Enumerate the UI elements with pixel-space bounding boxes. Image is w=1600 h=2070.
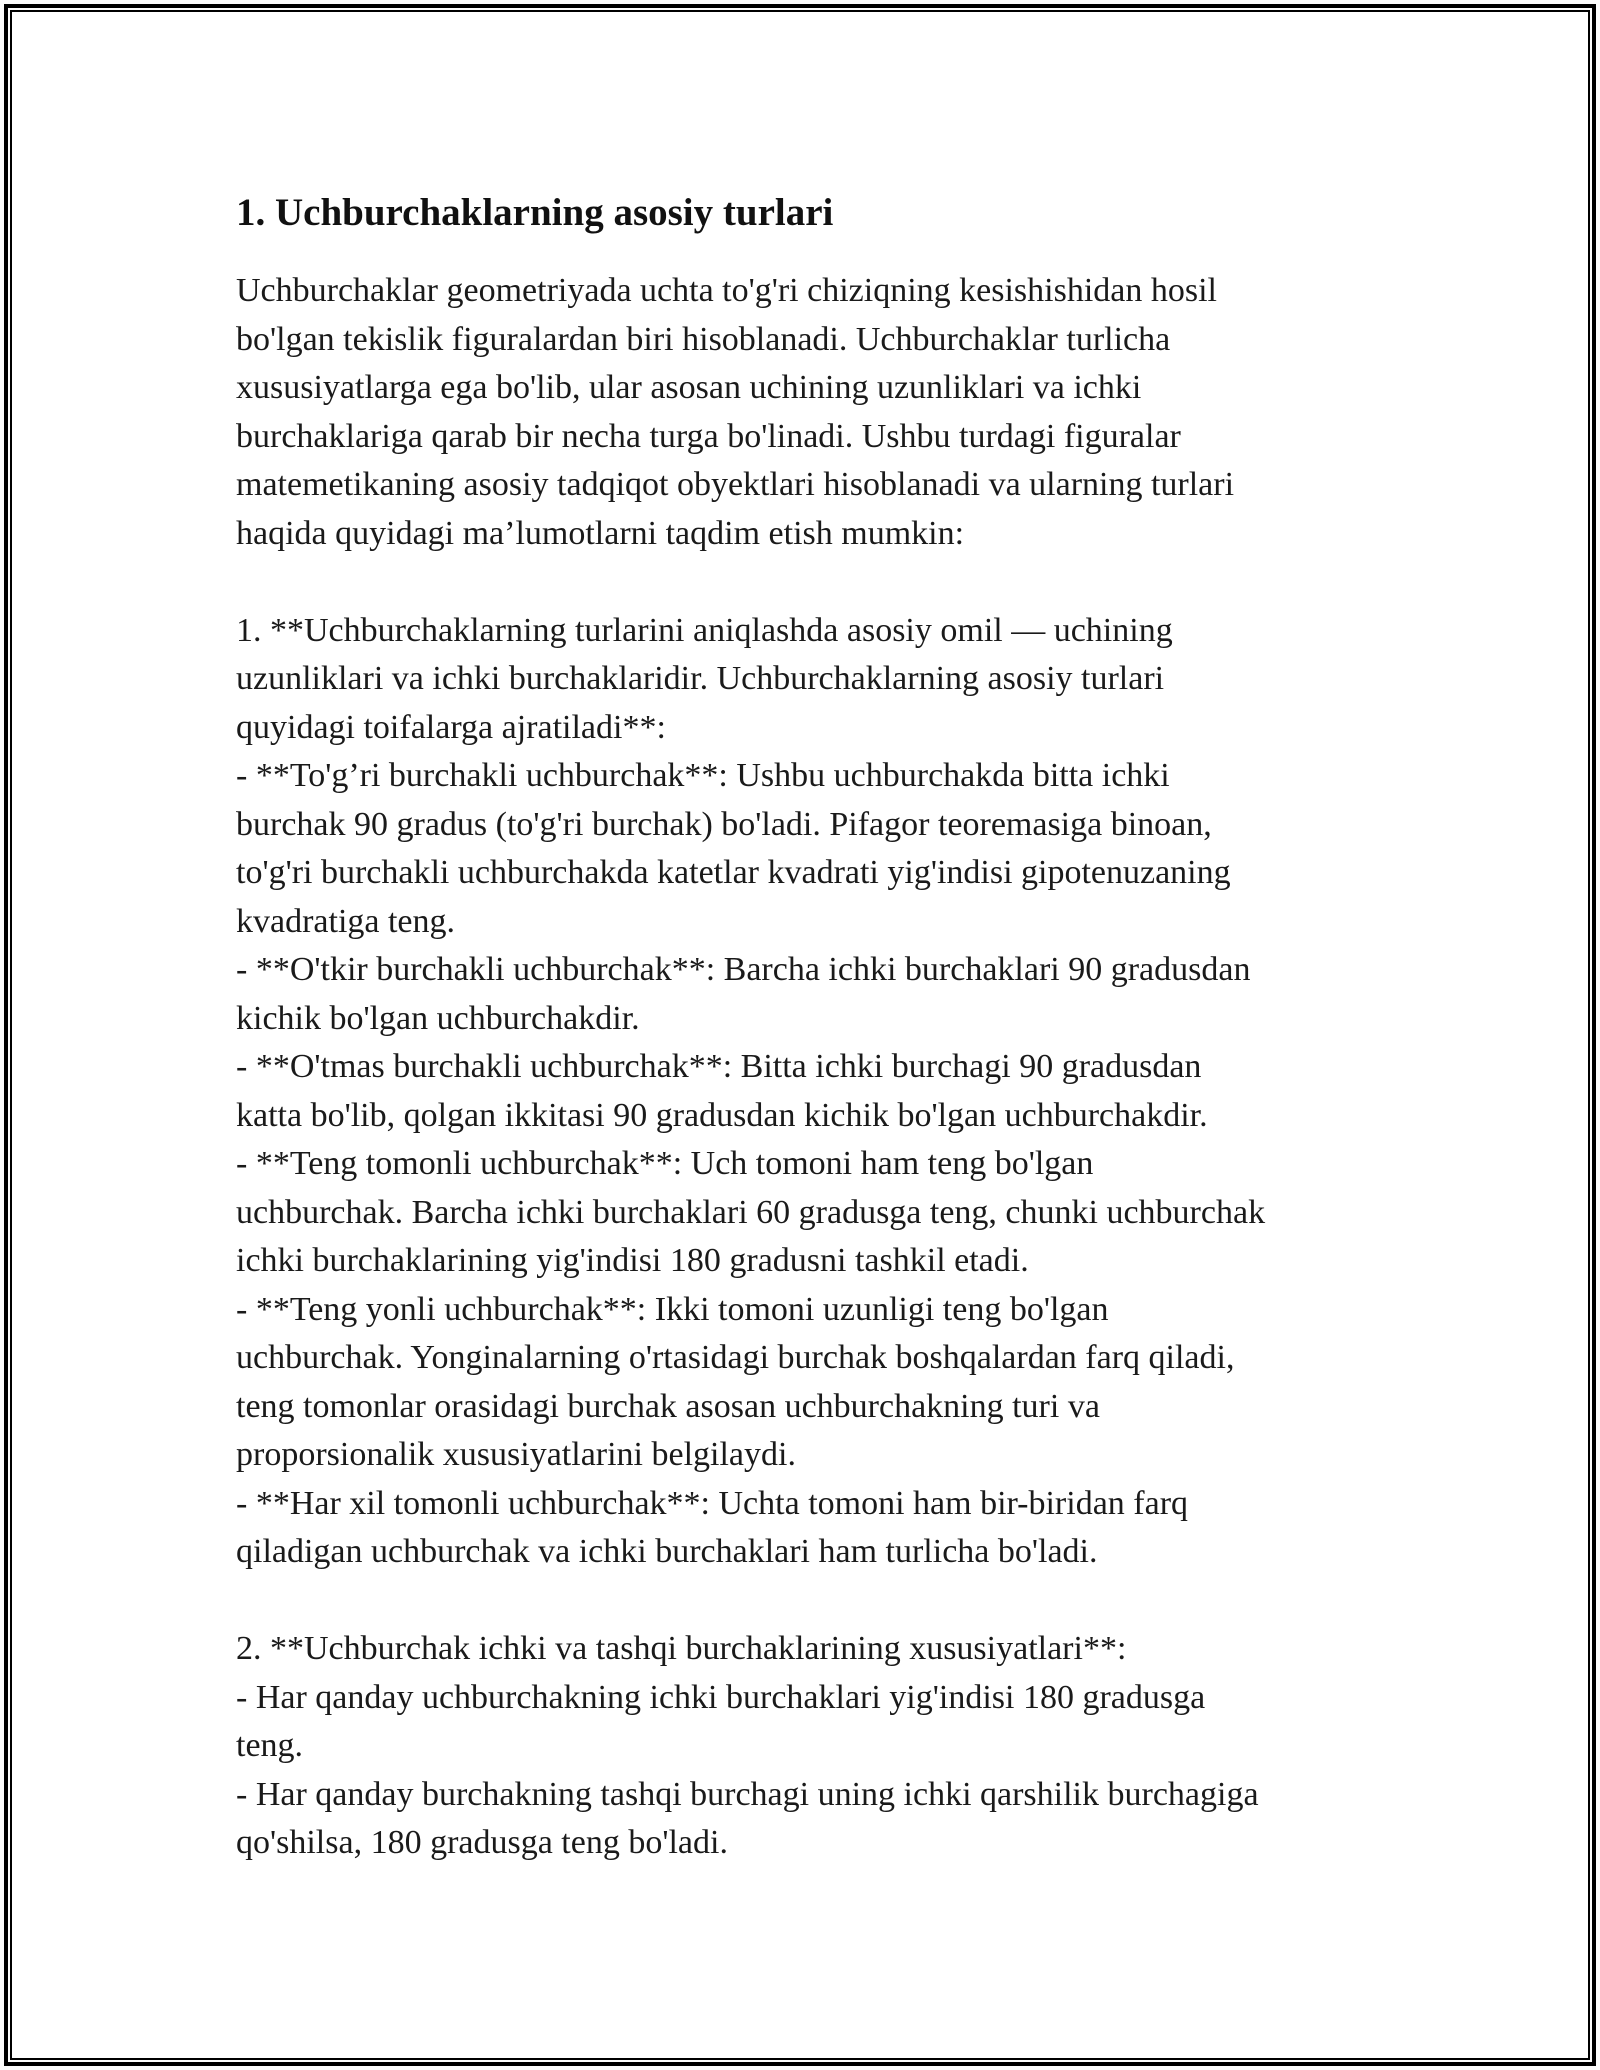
page-title: 1. Uchburchaklarning asosiy turlari <box>236 191 834 234</box>
document-body <box>236 183 1386 1868</box>
intro-paragraph: Uchburchaklar geometriyada uchta to'g'ri chiziqning kesishishidan hosil bo'lgan tekislik figuralardan biri hisoblanadi. Uchburchaklar turlicha xususiyatlarga ega bo'lib, ular asosan uchining uzunliklari va ichki burchaklariga qarab bir necha turga bo'linadi. Ushbu turdagi figuralar matemetikaning asosiy tadqiqot obyektlari hisoblanadi va ularning turlari haqida quyidagi ma’lumotlarni taqdim etish mumkin: <box>236 272 1235 552</box>
paragraph-gap <box>236 558 1386 607</box>
section-2-list: 2. **Uchburchak ichki va tashqi burchaklarining xususiyatlari**: - Har qanday uchburchakning ichki burchaklari yig'indisi 180 gradusga teng. - Har qanday burchakning tashqi burchagi uning ichki qarshilik burchagiga qo'shilsa, 180 gradusga teng bo'ladi. <box>236 1630 1259 1861</box>
section-1-list: 1. **Uchburchaklarning turlarini aniqlashda asosiy omil — uchining uzunliklari va ichki burchaklaridir. Uchburchaklarning asosiy turlari quyidagi toifalarga ajratiladi**: - **To'g’ri burchakli uchburchak**: Ushbu uchburchakda bitta ichki burchak 90 gradus (to'g'ri burchak) bo'ladi. Pifagor teoremasiga binoan, to'g'ri burchakli uchburchakda katetlar kvadrati yig'indisi gipotenuzaning kvadratiga teng. - **O'tkir burchakli uchburchak**: Barcha ichki burchaklari 90 gradusdan kichik bo'lgan uchburchakdir. - **O'tmas burchakli uchburchak**: Bitta ichki burchagi 90 gradusdan katta bo'lib, qolgan ikkitasi 90 gradusdan kichik bo'lgan uchburchakdir. - **Teng tomonli uchburchak**: Uch tomoni ham teng bo'lgan uchburchak. Barcha ichki burchaklari 60 gradusga teng, chunki uchburchak ichki burchaklarining yig'indisi 180 gradusni tashkil etadi. - **Teng yonli uchburchak**: Ikki tomoni uzunligi teng bo'lgan uchburchak. Yonginalarning o'rtasidagi burchak boshqalardan farq qiladi, teng tomonlar orasidagi burchak asosan uchburchakning turi va proporsionalik xususiyatlarini belgilaydi. - **Har xil tomonli uchburchak**: Uchta tomoni ham bir-biridan farq qiladigan uchburchak va ichki burchaklari ham turlicha bo'ladi. <box>236 611 1266 1570</box>
paragraph-gap <box>236 1577 1386 1626</box>
